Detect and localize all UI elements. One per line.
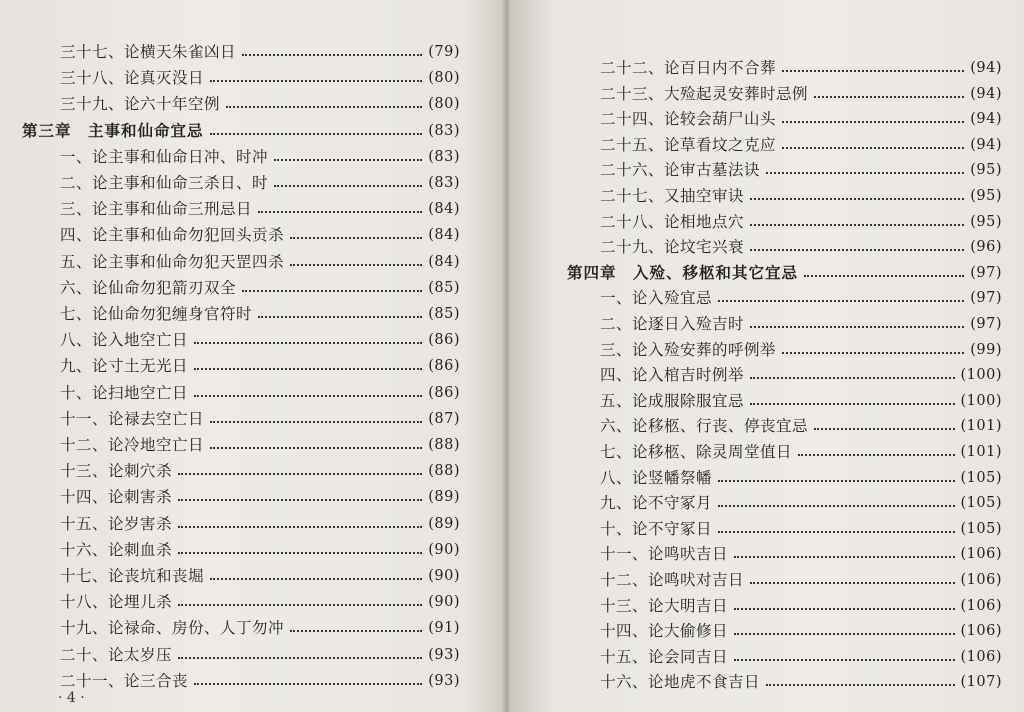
dot-leader [750,326,964,328]
entry-title: 十四、论大偷修日 [600,622,729,641]
entry-title: 三十九、论六十年空例 [60,95,221,114]
entry-page-number: (97) [970,264,1002,281]
toc-entry [60,560,460,586]
toc-entry [60,272,460,298]
dot-leader [210,80,422,82]
entry-title: 三、论主事和仙命三刑忌日 [60,200,253,219]
entry-title: 二十二、论百日内不合葬 [600,59,777,77]
toc-entry [60,639,460,665]
dot-leader [718,531,954,533]
entry-title: 九、论寸土无光日 [60,357,189,376]
toc-entry [600,282,1002,308]
entry-page-number: (95) [970,188,1002,204]
entry-page-number: (94) [970,60,1002,76]
dot-leader [194,395,422,397]
dot-leader [258,211,422,213]
entry-title: 二十四、论较会葫尸山头 [600,110,777,129]
toc-entry [600,410,1002,436]
entry-title: 二十八、论相地点穴 [600,212,745,231]
toc-entry [600,180,1002,206]
entry-title: 二、论主事和仙命三杀日、时 [60,174,269,192]
dot-leader [750,198,964,200]
dot-leader [814,96,964,98]
entry-title: 八、论入地空亡日 [60,331,189,350]
toc-entry [60,612,460,638]
right-page [512,0,1024,712]
entry-page-number: (101) [960,418,1002,435]
entry-page-number: (106) [960,623,1002,640]
entry-title: 四、论主事和仙命勿犯回头贡杀 [60,226,285,245]
entry-page-number: (107) [960,674,1002,691]
toc-entry [600,513,1002,539]
dot-leader [718,505,954,507]
dot-leader [290,630,422,632]
toc-entry [600,103,1002,129]
dot-leader [766,684,954,686]
entry-title: 一、论主事和仙命日冲、时冲 [60,147,269,166]
entry-title: 十九、论禄命、房份、人丁勿冲 [60,619,285,638]
toc-entry [600,231,1002,257]
entry-title: 九、论不守冢月 [600,494,713,513]
dot-leader [782,70,964,72]
dot-leader [210,447,422,449]
entry-page-number: (86) [428,332,460,349]
entry-page-number: (84) [428,253,460,270]
entry-page-number: (99) [970,341,1002,358]
dot-leader [194,368,422,370]
dot-leader [242,54,422,56]
dot-leader [178,499,422,501]
dot-leader [178,552,422,554]
entry-page-number: (90) [428,568,460,584]
toc-entry [600,52,1002,78]
chapter-title: 第三章 主事和仙命宜忌 [22,120,204,140]
dot-leader [734,659,954,661]
toc-entry [600,615,1002,641]
toc-entry [60,481,460,507]
toc-entry [60,167,460,193]
entry-title: 五、论主事和仙命勿犯天罡四杀 [60,252,285,271]
entry-page-number: (85) [428,306,460,322]
dot-leader [210,133,423,135]
entry-page-number: (91) [428,620,460,637]
toc-entry [600,154,1002,180]
entry-page-number: (95) [970,162,1002,179]
entry-page-number: (80) [428,96,460,113]
entry-page-number: (88) [428,463,460,480]
entry-title: 十一、论禄去空亡日 [60,409,205,428]
entry-page-number: (97) [970,290,1002,307]
toc-entry [600,462,1002,488]
entry-title: 十四、论刺害杀 [60,488,173,507]
toc-entry [60,508,460,534]
dot-leader [178,604,422,606]
entry-title: 二十三、大殓起灵安葬时忌例 [600,84,809,103]
entry-title: 三十七、论横天朱雀凶日 [60,43,237,61]
dot-leader [210,421,422,423]
entry-page-number: (86) [428,384,460,401]
entry-title: 七、论仙命勿犯缠身官符时 [60,305,253,323]
entry-title: 六、论移柩、行丧、停丧宜忌 [600,417,809,436]
toc-entry [60,403,460,429]
chapter-heading [22,115,460,141]
dot-leader [178,473,422,475]
left-page [0,0,505,712]
toc-entry [600,538,1002,564]
entry-page-number: (95) [970,213,1002,230]
entry-page-number: (83) [428,175,460,191]
dot-leader [798,454,954,456]
toc-entry [60,350,460,376]
dot-leader [290,264,422,266]
dot-leader [750,582,954,584]
dot-leader [226,106,422,108]
entry-title: 六、论仙命勿犯箭刃双全 [60,278,237,297]
entry-page-number: (97) [970,316,1002,332]
entry-page-number: (93) [428,672,460,689]
toc-entry [60,193,460,219]
entry-page-number: (100) [960,392,1002,409]
entry-page-number: (86) [428,358,460,375]
toc-entry [60,298,460,324]
toc-entry [60,534,460,560]
entry-page-number: (106) [960,597,1002,614]
dot-leader [750,224,964,226]
toc-entry [60,429,460,455]
dot-leader [734,608,954,610]
entry-page-number: (90) [428,594,460,611]
entry-page-number: (106) [960,546,1002,563]
dot-leader [210,578,422,580]
dot-leader [814,428,954,430]
toc-entry [600,666,1002,692]
entry-page-number: (96) [970,239,1002,256]
entry-page-number: (88) [428,437,460,453]
entry-title: 十五、论会同吉日 [600,647,729,666]
toc-entry [600,129,1002,155]
dot-leader [718,480,954,482]
entry-title: 一、论入殓宜忌 [600,289,713,308]
toc-entry [600,359,1002,385]
dot-leader [194,683,422,685]
entry-title: 十、论不守冢日 [600,519,713,538]
entry-title: 十六、论地虎不食吉日 [600,673,761,692]
entry-title: 二十一、论三合丧 [60,671,189,690]
dot-leader [734,633,954,635]
entry-page-number: (83) [428,148,460,165]
entry-title: 三十八、论真灭没日 [60,69,205,88]
entry-page-number: (100) [960,367,1002,384]
dot-leader [766,172,964,174]
toc-entry [60,377,460,403]
chapter-title: 第四章 入殓、移柩和其它宜忌 [567,262,799,282]
toc-entry [600,641,1002,667]
dot-leader [782,352,964,354]
entry-page-number: (83) [428,122,460,139]
entry-title: 十八、论埋儿杀 [60,593,173,612]
dot-leader [178,526,422,528]
entry-page-number: (105) [960,469,1002,486]
entry-page-number: (106) [960,572,1002,588]
toc-entry [60,455,460,481]
entry-page-number: (89) [428,489,460,506]
entry-title: 二十六、论审古墓法诀 [600,161,761,180]
entry-page-number: (105) [960,495,1002,512]
dot-leader [782,121,964,123]
dot-leader [750,403,954,405]
entry-title: 三、论入殓安葬的呼例举 [600,340,777,359]
dot-leader [242,290,422,292]
entry-title: 十六、论刺血杀 [60,540,173,559]
entry-title: 二十、论太岁压 [60,645,173,664]
toc-entry [60,324,460,350]
entry-page-number: (106) [960,648,1002,665]
entry-page-number: (94) [970,111,1002,128]
entry-page-number: (94) [970,85,1002,102]
entry-page-number: (89) [428,515,460,532]
entry-page-number: (87) [428,410,460,427]
entry-page-number: (85) [428,279,460,296]
entry-page-number: (84) [428,227,460,244]
entry-page-number: (101) [960,444,1002,460]
dot-leader [258,316,422,318]
toc-entry [60,36,460,62]
toc-entry [600,308,1002,334]
entry-title: 十二、论鸣吠对吉日 [600,571,745,589]
dot-leader [734,556,954,558]
toc-entry [600,78,1002,104]
entry-title: 五、论成服除服宜忌 [600,391,745,410]
entry-title: 四、论入棺吉时例举 [600,366,745,385]
toc-entry [60,665,460,691]
entry-page-number: (94) [970,136,1002,153]
entry-page-number: (84) [428,201,460,218]
entry-page-number: (90) [428,541,460,558]
entry-title: 二十五、论草看坟之克应 [600,135,777,154]
entry-title: 二十九、论坟宅兴衰 [600,238,745,257]
toc-entry [60,62,460,88]
toc-entry [60,586,460,612]
dot-leader [194,342,422,344]
entry-title: 十三、论大明吉日 [600,596,729,615]
dot-leader [750,377,954,379]
entry-title: 十七、论丧坑和丧堀 [60,567,205,585]
toc-entry [60,246,460,272]
entry-title: 七、论移柩、除灵周堂值日 [600,443,793,461]
toc-entry [600,334,1002,360]
dot-leader [178,657,422,659]
toc-entry [600,206,1002,232]
toc-entry [600,487,1002,513]
entry-title: 二、论逐日入殓吉时 [600,315,745,333]
dot-leader [804,275,964,277]
entry-page-number: (93) [428,646,460,663]
dot-leader [718,300,964,302]
entry-title: 十三、论刺穴杀 [60,462,173,481]
entry-title: 八、论竖幡祭幡 [600,468,713,487]
dot-leader [274,185,422,187]
entry-title: 十五、论岁害杀 [60,514,173,533]
entry-title: 十二、论冷地空亡日 [60,436,205,454]
toc-entry [600,385,1002,411]
entry-page-number: (79) [428,44,460,60]
toc-entry [60,141,460,167]
entry-page-number: (105) [960,520,1002,537]
dot-leader [782,147,964,149]
entry-title: 二十七、又抽空审诀 [600,187,745,205]
toc-entry [60,88,460,114]
toc-entry [600,436,1002,462]
left-page-number: · 4 · [58,690,85,706]
dot-leader [750,249,964,251]
entry-page-number: (80) [428,70,460,87]
toc-entry [600,590,1002,616]
dot-leader [274,159,422,161]
toc-entry [600,564,1002,590]
chapter-heading [567,257,1002,283]
toc-entry [60,219,460,245]
dot-leader [290,237,422,239]
entry-title: 十一、论鸣吠吉日 [600,545,729,564]
entry-title: 十、论扫地空亡日 [60,383,189,402]
